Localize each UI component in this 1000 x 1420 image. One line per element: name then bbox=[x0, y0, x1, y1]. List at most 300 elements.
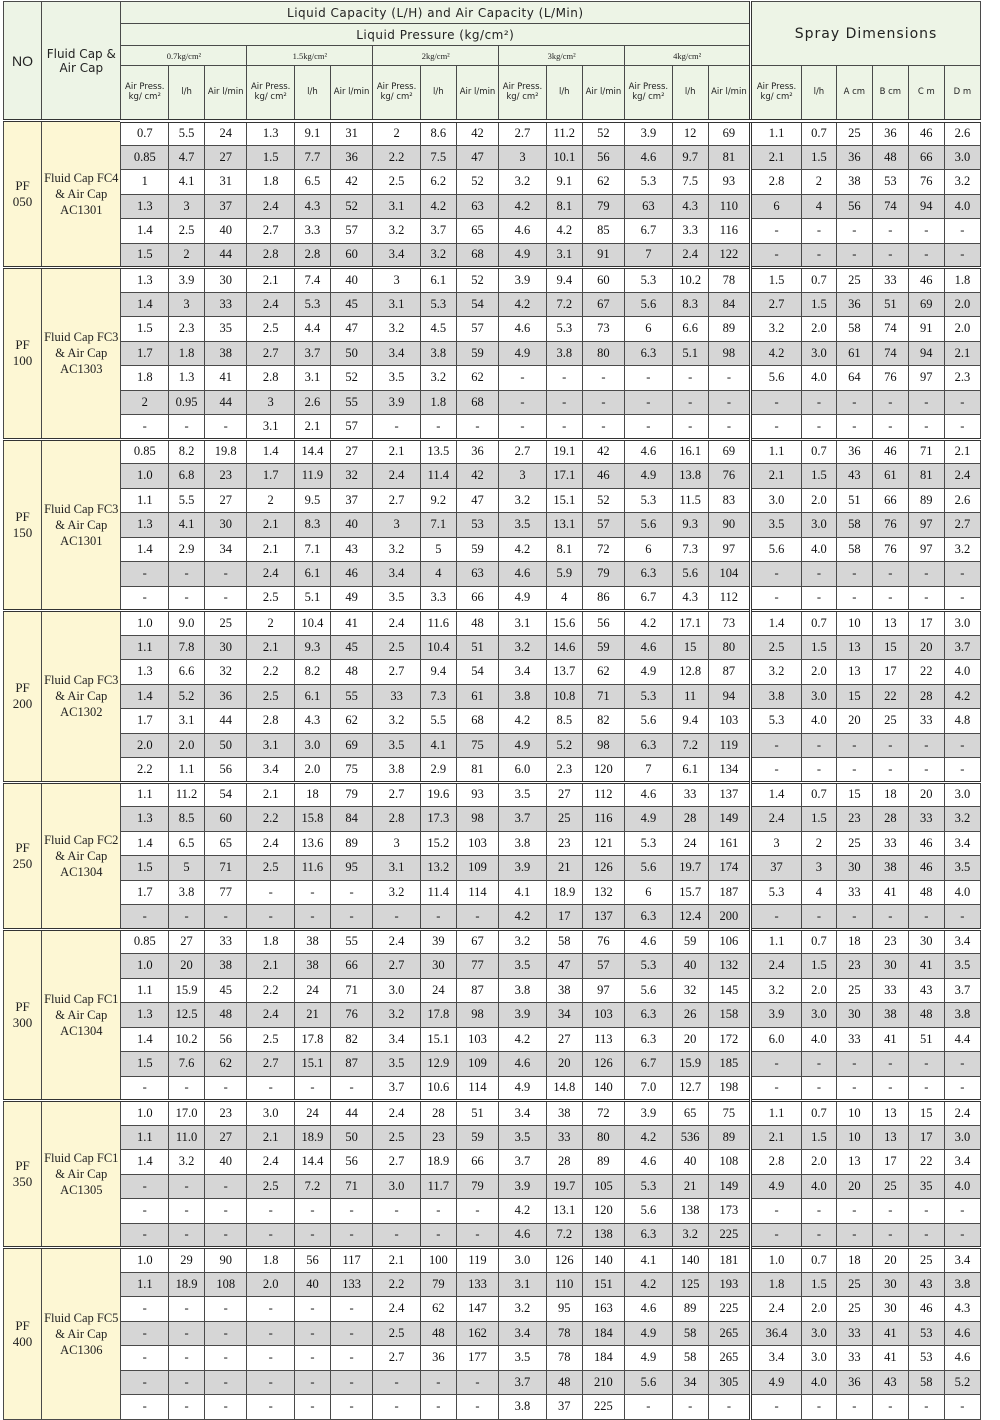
table-cell: 121 bbox=[582, 831, 624, 856]
table-row bbox=[4, 415, 981, 440]
table-cell: 72 bbox=[582, 1101, 624, 1126]
table-cell: 76 bbox=[872, 537, 908, 562]
table-cell: 4.6 bbox=[625, 145, 673, 170]
table-cell: 76 bbox=[708, 464, 750, 489]
table-cell: 40 bbox=[672, 1150, 708, 1175]
table-cell: - bbox=[801, 586, 836, 611]
table-cell: 116 bbox=[708, 219, 750, 244]
table-cell: - bbox=[872, 1395, 908, 1420]
table-cell: 81 bbox=[708, 145, 750, 170]
table-cell: 97 bbox=[908, 513, 944, 538]
table-cell: 0.7 bbox=[801, 1101, 836, 1126]
table-cell: - bbox=[205, 1199, 247, 1224]
table-cell: 9.4 bbox=[546, 268, 582, 293]
table-cell: - bbox=[872, 1076, 908, 1101]
table-cell: 4.8 bbox=[944, 709, 980, 734]
table-cell: 59 bbox=[456, 537, 498, 562]
table-cell: 79 bbox=[456, 1174, 498, 1199]
table-cell: - bbox=[836, 586, 872, 611]
table-cell: 2.5 bbox=[169, 219, 205, 244]
table-cell: 2.5 bbox=[247, 684, 295, 709]
table-cell: 2.2 bbox=[247, 978, 295, 1003]
table-cell: 132 bbox=[708, 954, 750, 979]
table-cell: 2.4 bbox=[247, 1150, 295, 1175]
table-cell: 94 bbox=[908, 194, 944, 219]
table-cell: 7 bbox=[625, 758, 673, 783]
table-cell: 30 bbox=[872, 1272, 908, 1297]
table-cell: 3.8 bbox=[499, 831, 547, 856]
table-cell: 3.2 bbox=[169, 1150, 205, 1175]
table-cell: - bbox=[751, 1199, 802, 1224]
table-cell: 15 bbox=[672, 635, 708, 660]
table-cell: - bbox=[872, 1199, 908, 1224]
table-cell: - bbox=[751, 1052, 802, 1077]
table-cell: 17.3 bbox=[420, 807, 456, 832]
table-cell: 94 bbox=[708, 684, 750, 709]
table-cell: - bbox=[944, 1199, 980, 1224]
air-press-header: Air Press. kg/ cm² bbox=[625, 66, 673, 121]
table-cell: - bbox=[801, 905, 836, 930]
table-cell: 1.0 bbox=[121, 1248, 169, 1273]
table-cell: 25 bbox=[836, 1272, 872, 1297]
table-cell: - bbox=[836, 1199, 872, 1224]
table-cell: 90 bbox=[708, 513, 750, 538]
table-cell: - bbox=[625, 390, 673, 415]
table-cell: 113 bbox=[582, 1027, 624, 1052]
table-cell: - bbox=[205, 1076, 247, 1101]
table-cell: 187 bbox=[708, 880, 750, 905]
table-cell: 62 bbox=[456, 366, 498, 391]
cap-combination: Fluid Cap FC3 & Air Cap AC1303 bbox=[42, 268, 121, 440]
table-row bbox=[4, 464, 981, 489]
table-cell: 44 bbox=[205, 709, 247, 734]
table-cell: 3.0 bbox=[944, 145, 980, 170]
table-cell: 46 bbox=[582, 464, 624, 489]
table-cell: - bbox=[908, 243, 944, 268]
table-cell: 42 bbox=[330, 170, 372, 195]
table-cell: 13.1 bbox=[546, 1199, 582, 1224]
table-cell: - bbox=[751, 733, 802, 758]
table-cell: 42 bbox=[582, 439, 624, 464]
table-cell: 8.5 bbox=[546, 709, 582, 734]
table-cell: 2.7 bbox=[373, 954, 421, 979]
table-cell: - bbox=[908, 1223, 944, 1248]
table-row bbox=[4, 1052, 981, 1077]
table-cell: 1.4 bbox=[121, 1150, 169, 1175]
table-cell: 1.5 bbox=[801, 635, 836, 660]
table-cell: 3.0 bbox=[944, 1125, 980, 1150]
table-cell: 58 bbox=[836, 513, 872, 538]
table-cell: 6.3 bbox=[625, 1223, 673, 1248]
table-cell: - bbox=[294, 1076, 330, 1101]
cap-combination: Fluid Cap FC4 & Air Cap AC1301 bbox=[42, 121, 121, 268]
table-cell: 2 bbox=[801, 170, 836, 195]
table-cell: 24 bbox=[672, 831, 708, 856]
table-cell: 1.5 bbox=[121, 856, 169, 881]
table-cell: 3.0 bbox=[944, 611, 980, 636]
table-cell: 10.2 bbox=[169, 1027, 205, 1052]
table-cell: - bbox=[908, 390, 944, 415]
table-cell: 108 bbox=[708, 1150, 750, 1175]
table-cell: 2.1 bbox=[247, 635, 295, 660]
table-cell: 33 bbox=[836, 1321, 872, 1346]
table-cell: 7.2 bbox=[546, 292, 582, 317]
table-cell: 5.3 bbox=[625, 170, 673, 195]
cap-combination: Fluid Cap FC2 & Air Cap AC1304 bbox=[42, 782, 121, 929]
table-cell: - bbox=[121, 905, 169, 930]
table-cell: 3.9 bbox=[625, 121, 673, 146]
table-cell: 12 bbox=[672, 121, 708, 146]
table-cell: 13 bbox=[836, 1150, 872, 1175]
table-cell: 5.6 bbox=[751, 366, 802, 391]
table-cell: 59 bbox=[456, 1125, 498, 1150]
table-cell: 57 bbox=[582, 513, 624, 538]
table-cell: 1.8 bbox=[944, 268, 980, 293]
table-cell: 4.0 bbox=[801, 537, 836, 562]
table-cell: 89 bbox=[908, 488, 944, 513]
table-cell: - bbox=[836, 390, 872, 415]
table-cell: 0.7 bbox=[801, 439, 836, 464]
table-cell: 7.2 bbox=[672, 733, 708, 758]
table-cell: - bbox=[836, 1052, 872, 1077]
table-cell: - bbox=[330, 1395, 372, 1420]
table-cell: 48 bbox=[456, 611, 498, 636]
table-cell: 51 bbox=[456, 1101, 498, 1126]
table-cell: 11.5 bbox=[672, 488, 708, 513]
table-cell: 37 bbox=[751, 856, 802, 881]
air-press-header: Air Press. kg/ cm² bbox=[499, 66, 547, 121]
table-cell: 0.7 bbox=[801, 611, 836, 636]
table-cell: 100 bbox=[420, 1248, 456, 1273]
table-cell: 15.1 bbox=[294, 1052, 330, 1077]
table-cell: 2.7 bbox=[373, 488, 421, 513]
table-cell: 3 bbox=[499, 145, 547, 170]
table-cell: 4.2 bbox=[625, 1272, 673, 1297]
table-cell: - bbox=[373, 415, 421, 440]
table-cell: - bbox=[672, 390, 708, 415]
table-cell: 4.9 bbox=[751, 1174, 802, 1199]
table-row bbox=[4, 660, 981, 685]
table-cell: - bbox=[330, 1297, 372, 1322]
table-cell: 43 bbox=[836, 464, 872, 489]
table-cell: 2.4 bbox=[373, 929, 421, 954]
table-cell: 120 bbox=[582, 1199, 624, 1224]
table-cell: 3.7 bbox=[944, 978, 980, 1003]
table-cell: - bbox=[121, 1199, 169, 1224]
table-cell: 38 bbox=[294, 929, 330, 954]
table-cell: 19.1 bbox=[546, 439, 582, 464]
table-cell: 11.9 bbox=[294, 464, 330, 489]
table-cell: 9.4 bbox=[672, 709, 708, 734]
table-cell: 25 bbox=[872, 1174, 908, 1199]
table-cell: 43 bbox=[330, 537, 372, 562]
table-cell: 4.6 bbox=[944, 1321, 980, 1346]
table-cell: - bbox=[420, 1199, 456, 1224]
table-cell: 80 bbox=[582, 341, 624, 366]
table-cell: 15.8 bbox=[294, 807, 330, 832]
table-row bbox=[4, 1272, 981, 1297]
table-row bbox=[4, 978, 981, 1003]
table-cell: 69 bbox=[708, 121, 750, 146]
table-cell: 3.9 bbox=[499, 1003, 547, 1028]
table-cell: 33 bbox=[672, 782, 708, 807]
table-cell: 2.2 bbox=[373, 145, 421, 170]
table-cell: 2.4 bbox=[672, 243, 708, 268]
table-cell: 2.7 bbox=[499, 121, 547, 146]
table-cell: 43 bbox=[908, 1272, 944, 1297]
table-cell: 24 bbox=[205, 121, 247, 146]
table-cell: 147 bbox=[456, 1297, 498, 1322]
table-cell: 3.0 bbox=[801, 1003, 836, 1028]
table-cell: 1 bbox=[121, 170, 169, 195]
table-cell: - bbox=[373, 1395, 421, 1420]
table-cell: - bbox=[247, 1297, 295, 1322]
spray-a-header: A cm bbox=[836, 66, 872, 121]
table-cell: 4 bbox=[420, 562, 456, 587]
table-cell: 17.8 bbox=[420, 1003, 456, 1028]
table-cell: 40 bbox=[330, 268, 372, 293]
table-cell: 30 bbox=[420, 954, 456, 979]
table-row bbox=[4, 1199, 981, 1224]
spray-lh-header: l/h bbox=[801, 66, 836, 121]
table-cell: 14.8 bbox=[546, 1076, 582, 1101]
table-cell: 12.7 bbox=[672, 1076, 708, 1101]
table-cell: 74 bbox=[872, 341, 908, 366]
model-number: PF 250 bbox=[4, 782, 42, 929]
table-cell: 1.5 bbox=[801, 954, 836, 979]
table-cell: 3.3 bbox=[420, 586, 456, 611]
table-cell: 110 bbox=[708, 194, 750, 219]
table-cell: 3 bbox=[801, 856, 836, 881]
table-cell: - bbox=[169, 1199, 205, 1224]
table-cell: 6.7 bbox=[625, 219, 673, 244]
table-cell: 4.0 bbox=[944, 194, 980, 219]
table-cell: 54 bbox=[456, 660, 498, 685]
table-cell: 1.8 bbox=[247, 929, 295, 954]
table-cell: - bbox=[169, 415, 205, 440]
table-cell: 66 bbox=[908, 145, 944, 170]
table-row bbox=[4, 635, 981, 660]
table-cell: 95 bbox=[546, 1297, 582, 1322]
table-cell: 2.7 bbox=[373, 1346, 421, 1371]
table-cell: 76 bbox=[908, 170, 944, 195]
table-cell: 65 bbox=[205, 831, 247, 856]
table-cell: 55 bbox=[330, 684, 372, 709]
table-cell: 33 bbox=[205, 929, 247, 954]
table-cell: 3 bbox=[499, 464, 547, 489]
table-row bbox=[4, 807, 981, 832]
table-cell: 17 bbox=[546, 905, 582, 930]
table-cell: 2.4 bbox=[247, 292, 295, 317]
table-cell: 55 bbox=[330, 390, 372, 415]
table-cell: 17 bbox=[908, 611, 944, 636]
table-cell: 3.7 bbox=[420, 219, 456, 244]
table-cell: 24 bbox=[294, 1101, 330, 1126]
table-cell: - bbox=[801, 1052, 836, 1077]
table-cell: - bbox=[872, 905, 908, 930]
table-cell: 59 bbox=[456, 341, 498, 366]
table-cell: 13.5 bbox=[420, 439, 456, 464]
table-cell: 15 bbox=[836, 782, 872, 807]
table-cell: - bbox=[330, 1321, 372, 1346]
table-cell: 29 bbox=[169, 1248, 205, 1273]
table-cell: 2.4 bbox=[751, 954, 802, 979]
table-cell: 79 bbox=[330, 782, 372, 807]
table-cell: - bbox=[121, 1297, 169, 1322]
table-cell: 65 bbox=[672, 1101, 708, 1126]
table-cell: 62 bbox=[582, 660, 624, 685]
table-cell: 12.4 bbox=[672, 905, 708, 930]
table-cell: - bbox=[330, 1370, 372, 1395]
table-cell: 12.8 bbox=[672, 660, 708, 685]
table-cell: 13.8 bbox=[672, 464, 708, 489]
table-cell: 3.4 bbox=[499, 1101, 547, 1126]
table-cell: 1.3 bbox=[121, 807, 169, 832]
table-cell: - bbox=[751, 562, 802, 587]
table-cell: 58 bbox=[672, 1321, 708, 1346]
table-cell: - bbox=[908, 1395, 944, 1420]
table-cell: 185 bbox=[708, 1052, 750, 1077]
table-cell: 1.7 bbox=[121, 709, 169, 734]
table-cell: 60 bbox=[582, 268, 624, 293]
table-cell: 9.7 bbox=[672, 145, 708, 170]
table-cell: 50 bbox=[205, 733, 247, 758]
table-cell: 305 bbox=[708, 1370, 750, 1395]
table-cell: 4.2 bbox=[420, 194, 456, 219]
table-cell: 2.0 bbox=[801, 978, 836, 1003]
table-cell: 10.1 bbox=[546, 145, 582, 170]
table-cell: - bbox=[169, 1174, 205, 1199]
table-cell: - bbox=[169, 1370, 205, 1395]
table-row bbox=[4, 929, 981, 954]
table-cell: 3.8 bbox=[499, 978, 547, 1003]
table-cell: 6.8 bbox=[169, 464, 205, 489]
table-cell: 50 bbox=[330, 341, 372, 366]
table-cell: 53 bbox=[872, 170, 908, 195]
table-cell: 3.4 bbox=[944, 1150, 980, 1175]
table-cell: 61 bbox=[456, 684, 498, 709]
table-cell: 41 bbox=[872, 1321, 908, 1346]
table-cell: 1.4 bbox=[121, 1027, 169, 1052]
table-cell: - bbox=[836, 1223, 872, 1248]
table-cell: 46 bbox=[908, 121, 944, 146]
table-cell: 177 bbox=[456, 1346, 498, 1371]
table-cell: 4.2 bbox=[625, 611, 673, 636]
table-cell: 1.5 bbox=[247, 145, 295, 170]
table-cell: - bbox=[169, 1223, 205, 1248]
table-cell: 3.2 bbox=[944, 537, 980, 562]
table-cell: 98 bbox=[582, 733, 624, 758]
air-press-header: Air Press. kg/ cm² bbox=[121, 66, 169, 121]
table-cell: 43 bbox=[872, 1370, 908, 1395]
table-cell: 184 bbox=[582, 1346, 624, 1371]
table-cell: 2.9 bbox=[169, 537, 205, 562]
table-cell: 5.6 bbox=[625, 709, 673, 734]
table-cell: - bbox=[205, 1223, 247, 1248]
table-cell: 2.0 bbox=[294, 758, 330, 783]
table-cell: 27 bbox=[205, 488, 247, 513]
table-cell: 46 bbox=[872, 439, 908, 464]
table-cell: 67 bbox=[456, 929, 498, 954]
table-cell: 38 bbox=[205, 341, 247, 366]
table-cell: - bbox=[294, 905, 330, 930]
table-cell: 41 bbox=[330, 611, 372, 636]
table-row bbox=[4, 782, 981, 807]
table-cell: 3.2 bbox=[751, 317, 802, 342]
table-cell: 21 bbox=[294, 1003, 330, 1028]
table-cell: 93 bbox=[456, 782, 498, 807]
spray-dimensions-header: Spray Dimensions bbox=[751, 2, 981, 66]
table-cell: 6.2 bbox=[420, 170, 456, 195]
table-cell: 19.8 bbox=[205, 439, 247, 464]
table-cell: 2.2 bbox=[247, 807, 295, 832]
air-lmin-header: Air l/min bbox=[708, 66, 750, 121]
table-cell: 18.9 bbox=[546, 880, 582, 905]
table-cell: - bbox=[420, 415, 456, 440]
table-cell: 2.4 bbox=[751, 807, 802, 832]
table-cell: 2.3 bbox=[944, 366, 980, 391]
table-row bbox=[4, 954, 981, 979]
table-cell: 57 bbox=[330, 219, 372, 244]
table-cell: 3.5 bbox=[751, 513, 802, 538]
table-cell: 1.1 bbox=[121, 1125, 169, 1150]
table-cell: 18 bbox=[872, 782, 908, 807]
table-cell: 22 bbox=[908, 1150, 944, 1175]
table-cell: 3.2 bbox=[373, 709, 421, 734]
table-cell: - bbox=[121, 1370, 169, 1395]
table-cell: - bbox=[908, 1199, 944, 1224]
table-cell: 84 bbox=[330, 807, 372, 832]
table-cell: 3.2 bbox=[420, 243, 456, 268]
table-cell: 36 bbox=[836, 145, 872, 170]
table-cell: - bbox=[708, 1395, 750, 1420]
table-cell: 7.4 bbox=[294, 268, 330, 293]
table-row bbox=[4, 1346, 981, 1371]
table-cell: - bbox=[751, 390, 802, 415]
table-row bbox=[4, 880, 981, 905]
table-cell: 10 bbox=[836, 611, 872, 636]
table-cell: 8.3 bbox=[672, 292, 708, 317]
table-cell: 2.0 bbox=[247, 1272, 295, 1297]
table-cell: 46 bbox=[908, 268, 944, 293]
table-cell: 106 bbox=[708, 929, 750, 954]
table-cell: - bbox=[373, 905, 421, 930]
table-row bbox=[4, 243, 981, 268]
table-cell: 109 bbox=[456, 856, 498, 881]
table-cell: 2.6 bbox=[294, 390, 330, 415]
table-cell: 125 bbox=[672, 1272, 708, 1297]
lh-header: l/h bbox=[546, 66, 582, 121]
table-cell: - bbox=[801, 1199, 836, 1224]
table-cell: 15 bbox=[836, 684, 872, 709]
table-cell: 57 bbox=[330, 415, 372, 440]
table-cell: - bbox=[121, 562, 169, 587]
table-cell: 3.2 bbox=[499, 1297, 547, 1322]
table-cell: 6.7 bbox=[625, 586, 673, 611]
table-cell: 97 bbox=[908, 366, 944, 391]
table-cell: - bbox=[801, 758, 836, 783]
table-cell: - bbox=[944, 415, 980, 440]
table-cell: 2.8 bbox=[373, 807, 421, 832]
table-cell: 3.5 bbox=[373, 733, 421, 758]
table-cell: - bbox=[121, 1174, 169, 1199]
table-cell: 0.7 bbox=[121, 121, 169, 146]
table-cell: 51 bbox=[836, 488, 872, 513]
table-cell: 42 bbox=[456, 121, 498, 146]
table-cell: 4.6 bbox=[499, 562, 547, 587]
table-cell: - bbox=[944, 1052, 980, 1077]
table-cell: 2.8 bbox=[247, 243, 295, 268]
